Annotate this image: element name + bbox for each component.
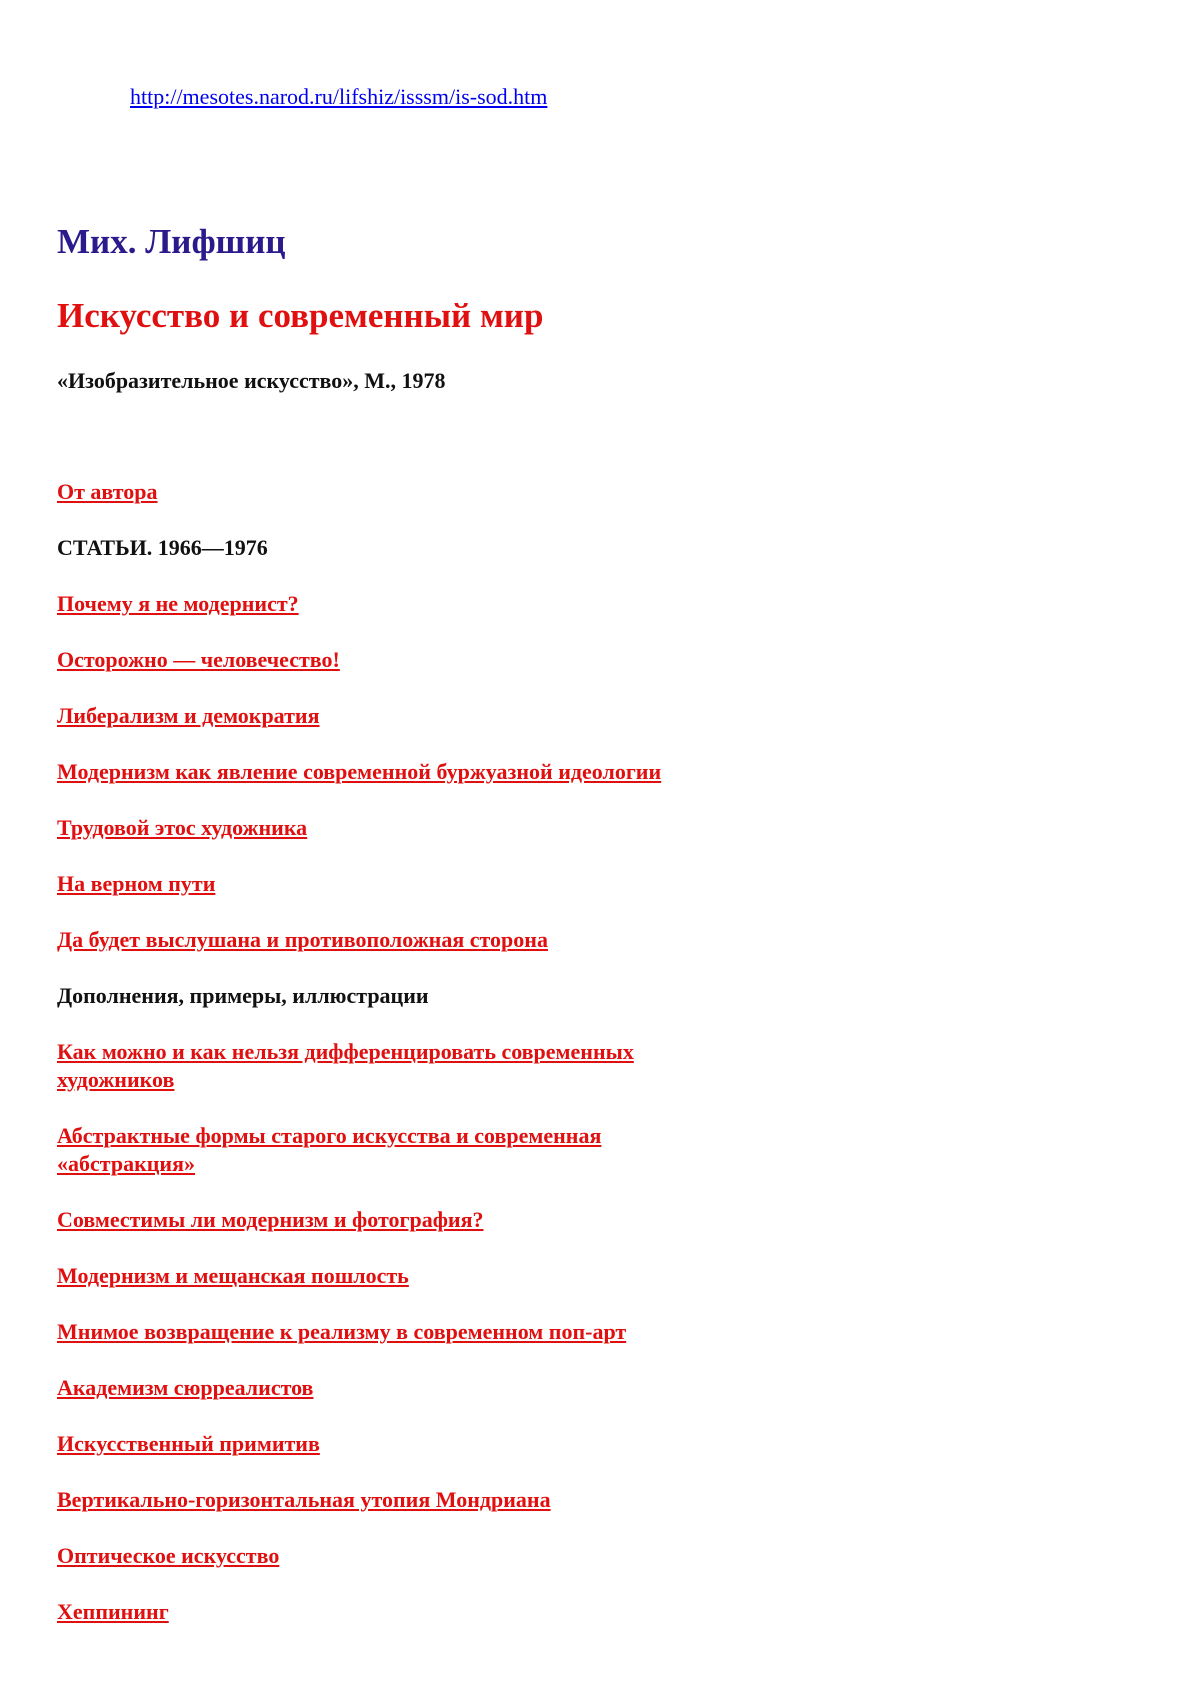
publication-info: «Изобразительное искусство», М., 1978 — [57, 368, 446, 393]
toc-item[interactable]: Модернизм как явление современной буржуазной идеологии — [57, 759, 662, 784]
table-of-contents — [57, 478, 737, 1654]
toc-item[interactable]: Абстрактные формы старого искусства и современная «абстракция» — [57, 1123, 602, 1176]
toc-item[interactable]: Либерализм и демократия — [57, 703, 320, 728]
toc-item[interactable]: На верном пути — [57, 871, 216, 896]
toc-section-heading-dopolneniya: Дополнения, примеры, иллюстрации — [57, 983, 429, 1008]
toc-item[interactable]: Модернизм и мещанская пошлость — [57, 1263, 409, 1288]
toc-item[interactable]: Академизм сюрреалистов — [57, 1375, 314, 1400]
toc-item[interactable]: Хеппининг — [57, 1599, 169, 1624]
toc-item[interactable]: Оптическое искусство — [57, 1543, 280, 1568]
toc-item[interactable]: Да будет выслушана и противоположная сторона — [57, 927, 548, 952]
toc-item[interactable]: Трудовой этос художника — [57, 815, 308, 840]
book-title: Искусство и современный мир — [57, 296, 544, 335]
toc-section-heading-stati: СТАТЬИ. 1966—1976 — [57, 535, 268, 560]
toc-item[interactable]: Осторожно — человечество! — [57, 647, 340, 672]
toc-item[interactable]: Почему я не модернист? — [57, 591, 299, 616]
toc-item[interactable]: Совместимы ли модернизм и фотография? — [57, 1207, 484, 1232]
source-url-link[interactable]: http://mesotes.narod.ru/lifshiz/isssm/is-sod.htm — [130, 84, 548, 109]
toc-item[interactable]: Искусственный примитив — [57, 1431, 320, 1456]
author-name: Мих. Лифшиц — [57, 222, 286, 261]
toc-item[interactable]: Вертикально-горизонтальная утопия Мондриана — [57, 1487, 551, 1512]
toc-item[interactable]: Мнимое возвращение к реализму в современном поп-арт — [57, 1319, 627, 1344]
toc-item[interactable]: Как можно и как нельзя дифференцировать современных художников — [57, 1039, 634, 1092]
toc-item-ot-avtora[interactable]: От автора — [57, 479, 158, 504]
